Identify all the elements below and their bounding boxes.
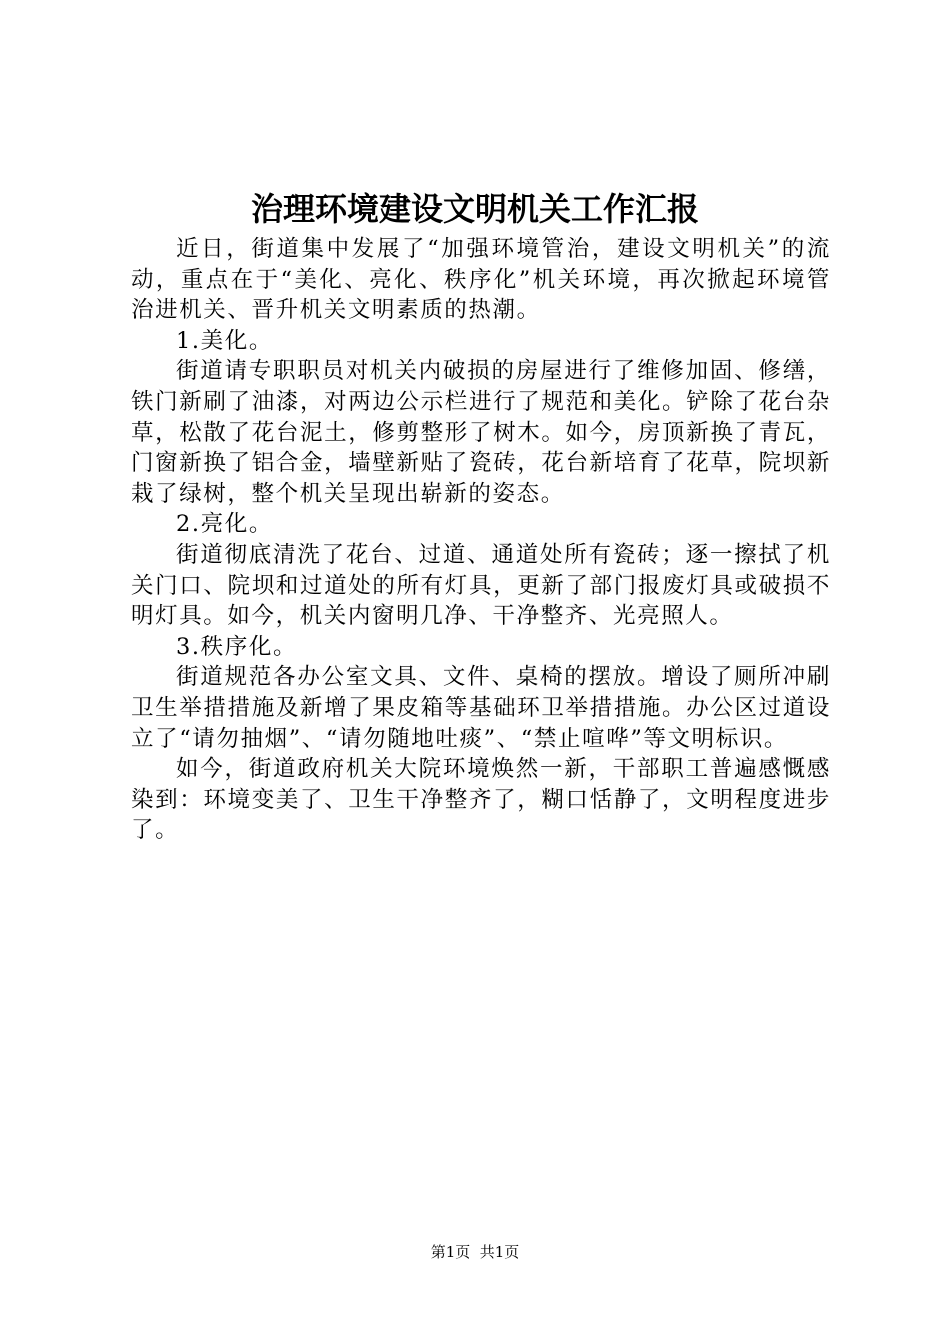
paragraph-lighting: 街道彻底清洗了花台、过道、通道处所有瓷砖；逐一擦拭了机关门口、院坝和过道处的所有灯具，更新了部门报废灯具或破损不明灯具。如今，机关内窗明几净、干净整齐、光亮照人。 (131, 541, 831, 630)
page-number: 第1页 共1页 (430, 1243, 520, 1261)
document-body (131, 234, 831, 846)
heading-beautify: 1.美化。 (176, 327, 273, 354)
paragraph-order: 街道规范各办公室文具、文件、桌椅的摆放。增设了厕所冲刷卫生举措措施及新增了果皮箱等基础环卫举措措施。办公区过道设立了“请勿抽烟”、“请勿随地吐痰”、“禁止喧哗”等文明标识。 (131, 664, 831, 752)
paragraph-conclusion: 如今，街道政府机关大院环境焕然一新，干部职工普遍感慨感染到：环境变美了、卫生干净整齐了，糊口恬静了，文明程度进步了。 (131, 756, 831, 844)
page-footer (0, 1242, 950, 1262)
heading-lighting: 2.亮化。 (176, 511, 273, 538)
paragraph-beautify: 街道请专职职员对机关内破损的房屋进行了维修加固、修缮，铁门新刷了油漆，对两边公示栏进行了规范和美化。铲除了花台杂草，松散了花台泥土，修剪整形了树木。如今，房顶新换了青瓦，门窗新换了铝合金，墙壁新贴了瓷砖，花台新培育了花草，院坝新栽了绿树，整个机关呈现出崭新的姿态。 (131, 358, 831, 507)
paragraph-intro: 近日，街道集中发展了“加强环境管治，建设文明机关”的流动，重点在于“美化、亮化、秩序化”机关环境，再次掀起环境管治进机关、晋升机关文明素质的热潮。 (131, 236, 831, 324)
document-title: 治理环境建设文明机关工作汇报 (250, 190, 699, 228)
heading-order: 3.秩序化。 (176, 633, 298, 660)
